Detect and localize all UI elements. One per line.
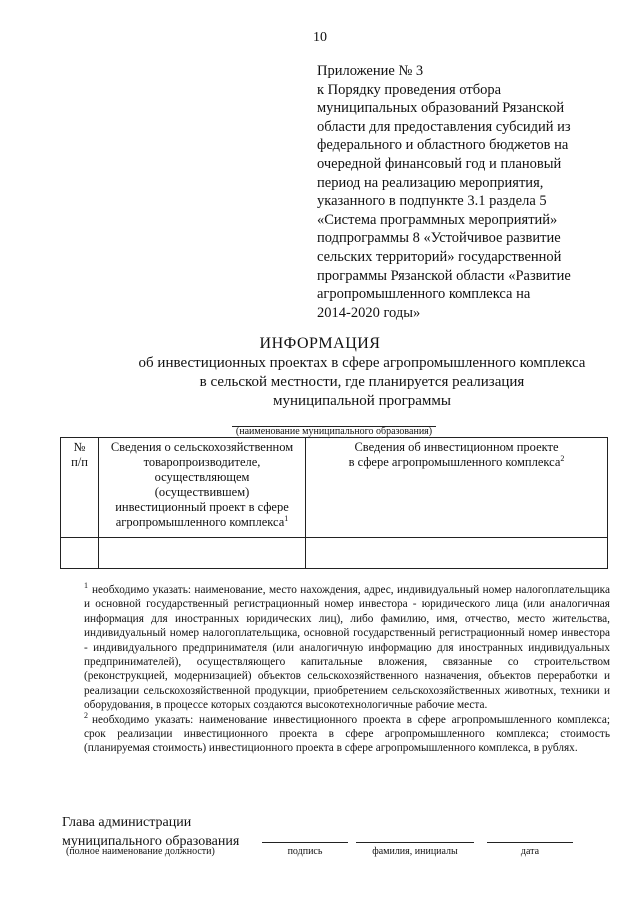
header-cell-producer: Сведения о сельскохозяйственном товаропроизводителе, осуществляющем (осуществившем) инвестиционный проект в сфере агропромышленного комплекса$^1$ [99,438,306,538]
name-underline [356,842,474,843]
appendix-line: очередной финансовый год и плановый [317,155,562,172]
subtitle-line: об инвестиционных проектах в сфере агропромышленного комплекса [138,355,586,371]
footnote-2: $^2$ необходимо указать: наименование инвестиционного проекта в сфере агропромышленного комплекса; срок реализации инвестиционного проекта в сфере агропромышленного комплекса; стоимость (планируемая стоимость) инвестиционного проекта в сфере агропромышленного комплекса, в рублях. [84,710,610,755]
document-subtitle [0,354,640,411]
position-caption: (полное наименование должности) [66,846,215,857]
table-row [61,538,608,569]
footnote-mark: 1 [284,513,289,523]
name-caption: фамилия, инициалы [372,846,458,857]
table-header-row [61,438,608,538]
municipality-caption: (наименование муниципального образования) [235,426,433,437]
signature-position-line: муниципального образования [62,834,240,849]
table-cell[interactable] [61,538,99,569]
footnote-1: $^1$ необходимо указать: наименование, место нахождения, адрес, индивидуальный номер налогоплательщика и основной государственный регистрационный номер инвестора - юридического лица (или аналогичная информация для иностранных юридических лиц), либо фамилию, имя, отчество, место жительства, индивидуальный номер налогоплательщика, основной государственный регистрационный номер инвестора - индивидуального предпринимателя (или аналогичную информацию для иностранных индивидуальных предпринимателей), осуществляющего капитальные вложения, связанные со строительством (реконструкцией, модернизацией) объектов сельскохозяйственного назначения, объектов переработки и реализации сельскохозяйственной продукции, приобретением сельскохозяйственных животных, техники и оборудования, в процессе которых создаются высокотехнологичные рабочие места. [84,581,610,712]
signature-caption: подпись [287,846,323,857]
date-underline [487,842,573,843]
appendix-line: агропромышленного комплекса на [317,286,531,303]
appendix-line: период на реализацию мероприятия, [317,174,544,191]
appendix-line: 2014-2020 годы» [317,304,421,321]
appendix-line: подпрограммы 8 «Устойчивое развитие [317,230,561,247]
document-title: ИНФОРМАЦИЯ [259,335,381,352]
signature-position-line: Глава администрации [62,815,192,830]
header-cell-number: № п/п [61,438,99,538]
footnotes [84,583,610,756]
appendix-line: программы Рязанской области «Развитие [317,267,571,284]
header-cell-project: Сведения об инвестиционном проекте в сфере агропромышленного комплекса$^2$ [306,438,608,538]
signature-underline [262,842,348,843]
appendix-line: федерального и областного бюджетов на [317,137,569,154]
appendix-line: области для предоставления субсидий из [317,118,571,135]
appendix-line: муниципальных образований Рязанской [317,100,565,117]
subtitle-line: муниципальной программы [273,393,451,409]
table-cell[interactable] [99,538,306,569]
appendix-line: Приложение № 3 [317,63,424,79]
appendix-line: к Порядку проведения отбора [317,81,502,98]
appendix-line: сельских территорий» государственной [317,248,562,265]
appendix-line: указанного в подпункте 3.1 раздела 5 [317,193,547,210]
footnote-mark: 2 [560,453,565,463]
appendix-line: «Система программных мероприятий» [317,211,558,228]
date-caption: дата [520,846,540,857]
table-cell[interactable] [306,538,608,569]
subtitle-line: в сельской местности, где планируется реализация [199,374,525,390]
page-number: 10 [313,30,327,45]
appendix-header [317,62,617,322]
info-table [60,437,608,569]
